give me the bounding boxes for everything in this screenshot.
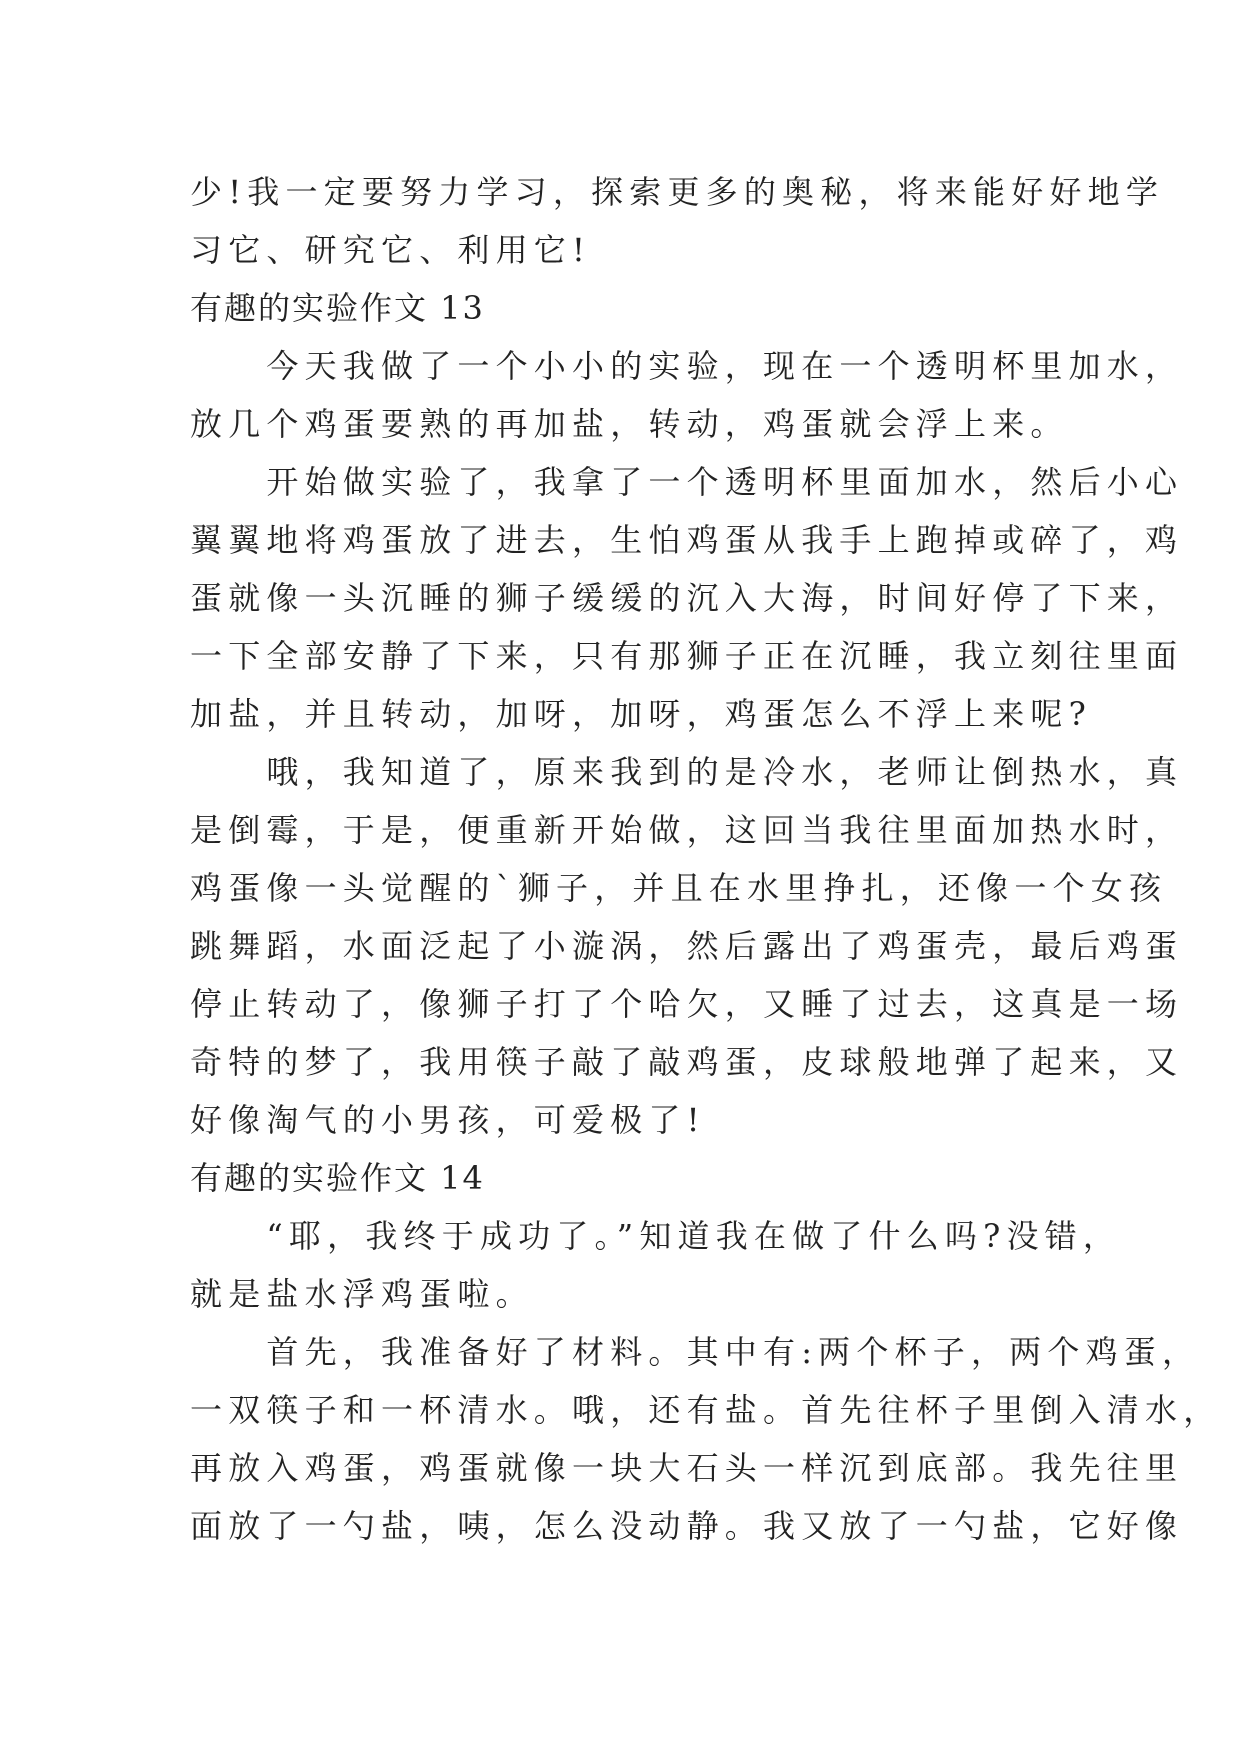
text-line: 再放入鸡蛋，鸡蛋就像一块大石头一样沉到底部。我先往里: [190, 1449, 1184, 1487]
text-line: “耶，我终于成功了。”知道我在做了什么吗?没错，: [190, 1217, 1122, 1255]
text-line: 面放了一勺盐，咦，怎么没动静。我又放了一勺盐，它好像: [190, 1507, 1184, 1545]
text-line: 哦，我知道了，原来我到的是冷水，老师让倒热水，真: [190, 753, 1184, 791]
text-line: 放几个鸡蛋要熟的再加盐，转动，鸡蛋就会浮上来。: [190, 405, 1069, 443]
text-line: 奇特的梦了，我用筷子敲了敲鸡蛋，皮球般地弹了起来，又: [190, 1043, 1184, 1081]
text-line: 翼翼地将鸡蛋放了进去，生怕鸡蛋从我手上跑掉或碎了，鸡: [190, 521, 1184, 559]
document-body: [190, 163, 1222, 1555]
text-line: 加盐，并且转动，加呀，加呀，鸡蛋怎么不浮上来呢?: [190, 695, 1092, 733]
text-line: 就是盐水浮鸡蛋啦。: [190, 1275, 534, 1313]
text-line: 好像淘气的小男孩，可爱极了!: [190, 1101, 706, 1139]
text-line: 蛋就像一头沉睡的狮子缓缓的沉入大海，时间好停了下来，: [190, 579, 1184, 617]
text-line: 少!我一定要努力学习，探索更多的奥秘，将来能好好地学: [190, 173, 1165, 211]
paragraph: [190, 453, 1184, 743]
text-line: 跳舞蹈，水面泛起了小漩涡，然后露出了鸡蛋壳，最后鸡蛋: [190, 927, 1184, 965]
text-line: 一双筷子和一杯清水。哦，还有盐。首先往杯子里倒入清水，: [190, 1391, 1222, 1429]
text-line: 停止转动了，像狮子打了个哈欠，又睡了过去，这真是一场: [190, 985, 1184, 1023]
text-line: 今天我做了一个小小的实验，现在一个透明杯里加水，: [190, 347, 1184, 385]
text-line: 鸡蛋像一头觉醒的`狮子，并且在水里挣扎，还像一个女孩: [190, 869, 1168, 907]
section-heading-14: 有趣的实验作文 14: [190, 1159, 485, 1197]
paragraph-closing: [190, 163, 1165, 279]
paragraph: [190, 743, 1184, 1149]
text-line: 首先，我准备好了材料。其中有:两个杯子，两个鸡蛋，: [190, 1333, 1201, 1371]
text-line: 开始做实验了，我拿了一个透明杯里面加水，然后小心: [190, 463, 1184, 501]
paragraph: [190, 1207, 1122, 1323]
paragraph: [190, 337, 1184, 453]
text-line: 是倒霉，于是，便重新开始做，这回当我往里面加热水时，: [190, 811, 1184, 849]
text-line: 一下全部安静了下来，只有那狮子正在沉睡，我立刻往里面: [190, 637, 1184, 675]
paragraph: [190, 1323, 1222, 1555]
section-heading-13: 有趣的实验作文 13: [190, 289, 485, 327]
text-line: 习它、研究它、利用它!: [190, 231, 592, 269]
